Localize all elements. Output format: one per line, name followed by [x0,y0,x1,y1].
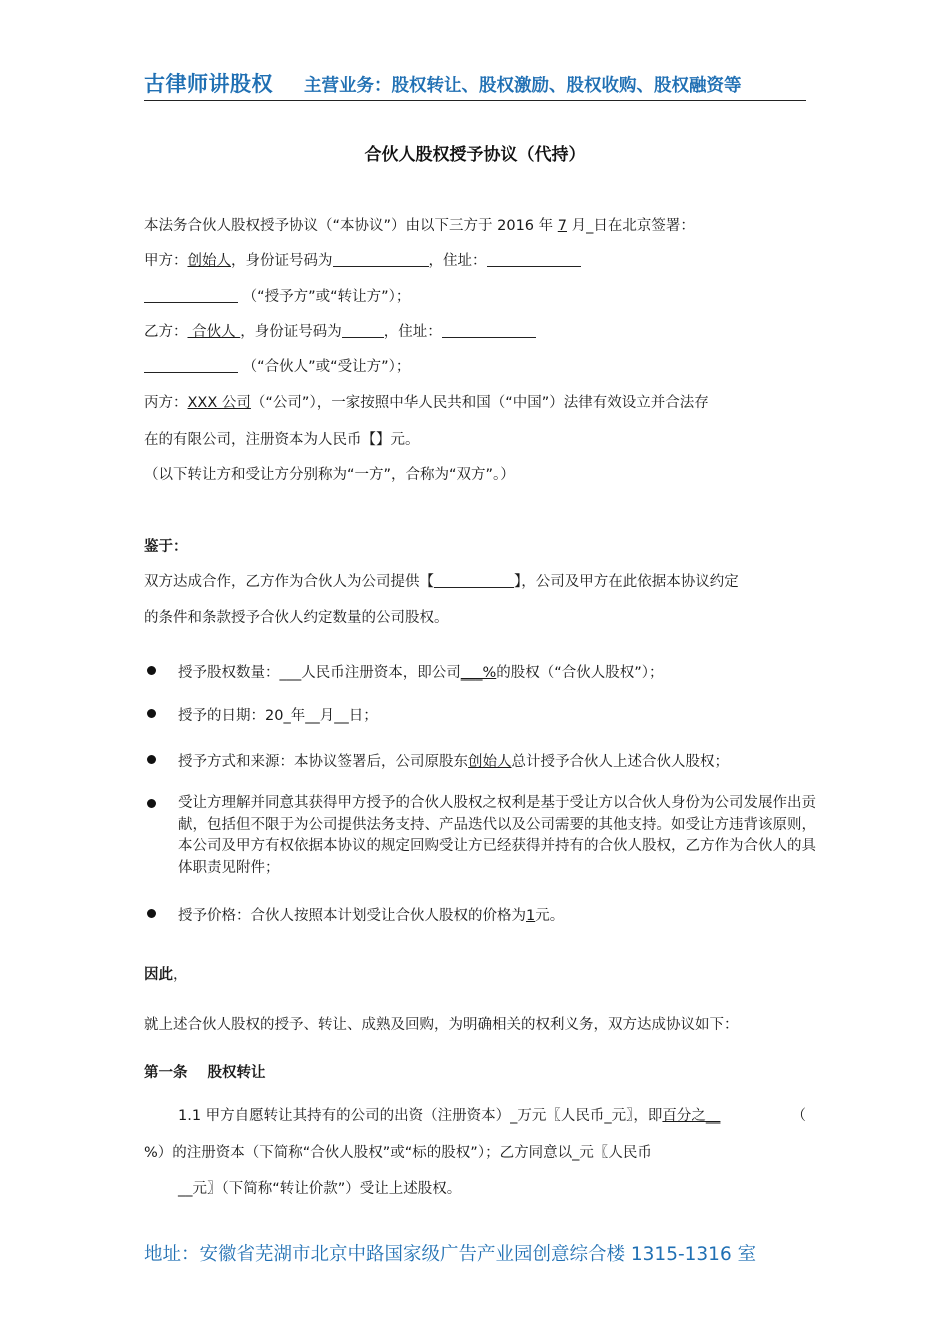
party-b-line [144,320,536,341]
party-c-rest: （“公司”），一家按照中华人民共和国（“中国”）法律有效设立并合法存 [250,395,709,411]
page-header [144,68,806,101]
b5-text-b: 元。 [535,908,565,924]
whereas-text-b: 】，公司及甲方在此依据本协议约定 [514,574,739,590]
party-c-name: XXX 公司 [187,395,251,411]
party-a-name: 创始人 [187,253,231,269]
party-b-addr-blank-2 [144,357,238,373]
bullet-icon [147,666,156,675]
party-a-prefix: 甲方： [144,253,188,269]
document-title: 合伙人股权授予协议（代持） [364,145,586,165]
article-1-p3: __元〗（下简称“转让价款”）受让上述股权。 [178,1181,462,1197]
article-1-p1-text-a: 1.1 甲方自愿转让其持有的公司的出资（注册资本）_万元〖人民币_元〗，即 [178,1108,663,1124]
party-b-name: 合伙人 [187,324,241,340]
whereas-text-a: 双方达成合作，乙方作为合伙人为公司提供【 [144,574,434,590]
party-a-role-line [144,285,410,306]
whereas-blank [434,572,514,588]
bullet-share-quantity [178,661,664,682]
bullet-icon [147,799,156,808]
party-b-prefix: 乙方： [144,324,188,340]
intro-line [144,214,695,235]
party-c-line [144,391,709,412]
b3-text-b: 总计授予合伙人上述合伙人股权； [511,754,729,770]
b3-text-a: 授予方式和来源：本协议签署后，公司原股东 [178,754,468,770]
bullet-understanding: 受让方理解并同意其获得甲方授予的合伙人股权之权利是基于受让方以合伙人身份为公司发展作出贡献，包括但不限于为公司提供法务支持、产品迭代以及公司需要的其他支持。如受让方违背该原则，本公司及甲方有权依据本协议的规定回购受让方已经获得并持有的合伙人股权，乙方作为合伙人的具体职责见附件； [178,795,816,876]
party-a-addr-blank-2 [144,287,238,303]
whereas-heading: 鉴于： [144,539,188,555]
bullet-icon [147,755,156,764]
intro-text-b: 月_日在北京签署： [567,218,695,234]
article-1-number: 第一条 [144,1065,188,1081]
bullet-grant-method [178,750,729,771]
article-1-p1-paren: （ [791,1108,806,1124]
b1-text-a: 授予股权数量：___人民币注册资本，即公司 [178,665,461,681]
intro-month: 7 [557,218,567,234]
header-business: 主营业务：股权转让、股权激励、股权收购、股权融资等 [304,76,742,96]
article-1-p1-percent: 百分之__ [662,1108,721,1124]
b1-text-b: 的股权（“合伙人股权”）； [496,665,664,681]
party-b-role: （“合伙人”或“受让方”）； [242,359,411,375]
article-1-title: 股权转让 [207,1065,266,1081]
article-1-heading [144,1061,266,1082]
party-a-role: （“授予方”或“转让方”）； [242,289,411,305]
party-b-addr-blank [442,322,536,338]
party-a-addr-blank [487,251,581,267]
header-brand: 古律师讲股权 [144,72,273,96]
party-a-addr-label: ，住址： [428,253,487,269]
bullet-grant-price [178,904,564,925]
party-b-addr-label: ，住址： [383,324,442,340]
whereas-line-1 [144,570,739,591]
bullet-icon [147,709,156,718]
party-a-id-blank [333,251,429,267]
b1-percent: ___% [460,665,497,681]
whereas-line-2: 的条件和条款授予合伙人约定数量的公司股权。 [144,610,449,626]
party-a-line [144,249,581,270]
party-b-role-line [144,355,410,376]
party-b-id-label: ，身份证号码为 [240,324,342,340]
party-a-id-label: ，身份证号码为 [231,253,333,269]
therefore-heading [144,963,188,984]
therefore-comma: ， [173,967,188,983]
parties-note: （以下转让方和受让方分别称为“一方”，合称为“双方”。） [144,467,515,483]
article-1-p2: %）的注册资本（下简称“合伙人股权”或“标的股权”）；乙方同意以_元〖人民币 [144,1145,652,1161]
therefore-text: 就上述合伙人股权的授予、转让、成熟及回购，为明确相关的权利义务，双方达成协议如下： [144,1017,739,1033]
article-1-p1 [178,1104,806,1125]
party-b-id-blank [342,322,384,338]
footer-address: 地址：安徽省芜湖市北京中路国家级广告产业园创意综合楼 1315-1316 室 [144,1244,757,1265]
party-c-line-2: 在的有限公司，注册资本为人民币【】元。 [144,432,420,448]
party-c-prefix: 丙方： [144,395,188,411]
b5-price: 1 [526,908,536,924]
therefore-word: 因此 [144,967,173,983]
bullet-grant-date: 授予的日期：20_年__月__日； [178,708,378,724]
bullet-icon [147,909,156,918]
intro-text-a: 本法务合伙人股权授予协议（“本协议”）由以下三方于 2016 年 [144,218,558,234]
b5-text-a: 授予价格：合伙人按照本计划受让合伙人股权的价格为 [178,908,526,924]
b3-founder: 创始人 [468,754,512,770]
